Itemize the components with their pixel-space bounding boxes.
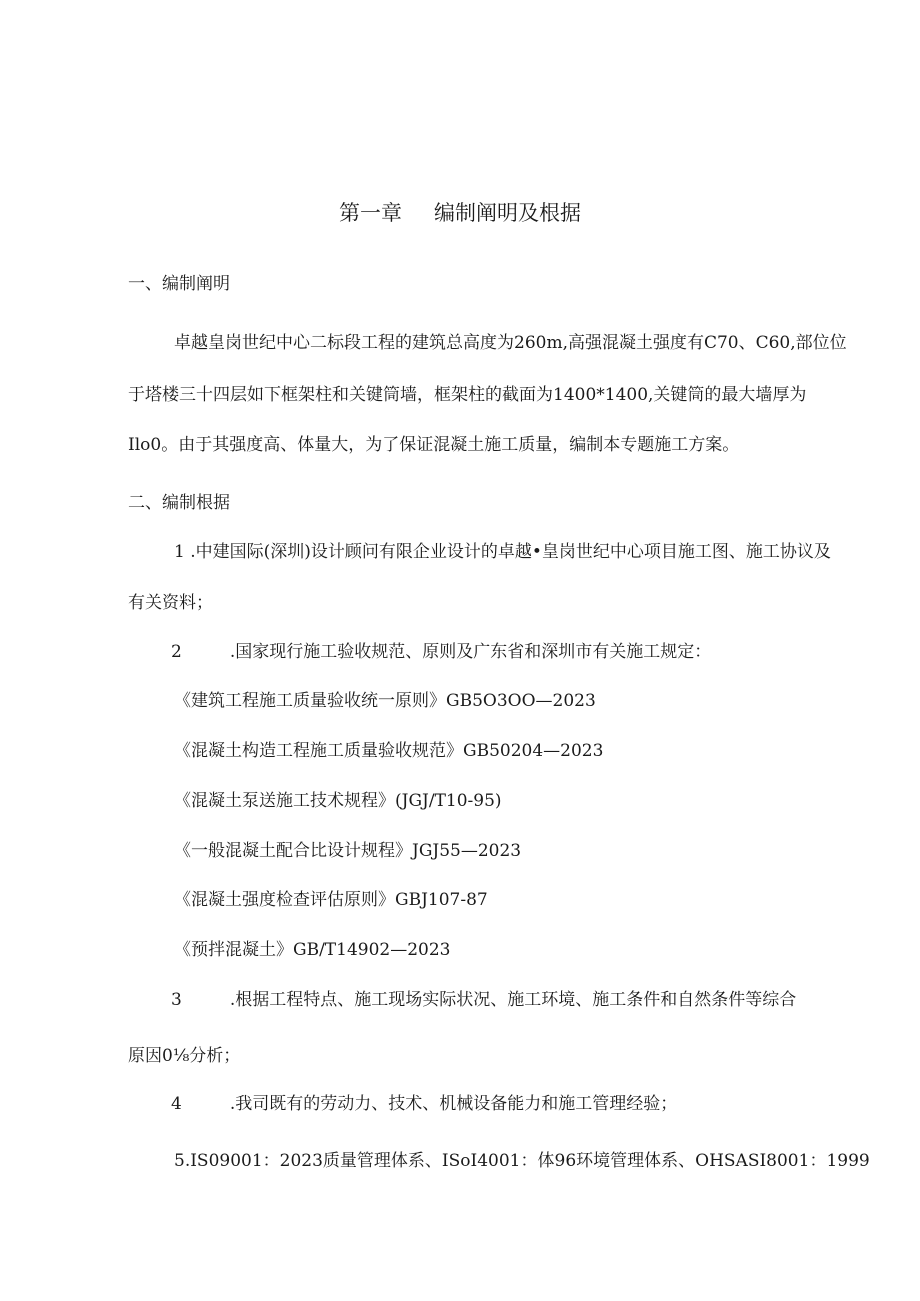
paragraph-line: 卓越皇岗世纪中心二标段工程的建筑总高度为260m,高强混凝土强度有C70、C60,部位位 xyxy=(174,333,847,353)
chapter-heading: 编制阐明及根据 xyxy=(434,201,581,225)
basis-item-1: 1 .中建国际(深圳)设计顾问有限企业设计的卓越•皇岗世纪中心项目施工图、施工协议及 xyxy=(174,542,831,562)
basis-item-5: 5.IS09001：2023质量管理体系、ISoI4001：体96环境管理体系、OHSASI8001：1999 xyxy=(174,1151,870,1171)
section-heading-2: 二、编制根据 xyxy=(128,493,230,513)
basis-item-3 xyxy=(171,988,796,1012)
basis-item-3-cont: 原因0⅛分析； xyxy=(128,1046,241,1066)
paragraph-line: 于塔楼三十四层如下框架柱和关键筒墙，框架柱的截面为1400*1400,关键筒的最大墙厚为 xyxy=(128,385,807,405)
standard-item: 《一般混凝土配合比设计规程》JGJ55—2023 xyxy=(174,841,522,861)
standard-item: 《混凝土强度检查评估原则》GBJ107-87 xyxy=(174,890,488,910)
chapter-number: 第一章 xyxy=(339,201,402,225)
standard-item: 《混凝土泵送施工技术规程》(JGJ/T10-95) xyxy=(174,791,502,811)
standard-item: 《混凝土构造工程施工质量验收规范》GB50204—2023 xyxy=(174,741,604,761)
basis-item-1-cont: 有关资料； xyxy=(128,593,213,613)
item-number: 2 xyxy=(171,642,182,662)
item-text: .我司既有的劳动力、技术、机械设备能力和施工管理经验； xyxy=(229,1094,678,1114)
item-number: 3 xyxy=(171,990,182,1010)
standard-item: 《建筑工程施工质量验收统一原则》GB5O3OO—2023 xyxy=(174,691,596,711)
standard-item: 《预拌混凝土》GB/T14902—2023 xyxy=(174,940,451,960)
basis-item-4 xyxy=(171,1092,677,1116)
section-heading-1: 一、编制阐明 xyxy=(128,274,230,294)
item-number: 4 xyxy=(171,1094,182,1114)
chapter-title xyxy=(0,198,920,228)
paragraph-line: Ilo0。由于其强度高、体量大，为了保证混凝土施工质量，编制本专题施工方案。 xyxy=(128,435,740,455)
item-text: .根据工程特点、施工现场实际状况、施工环境、施工条件和自然条件等综合 xyxy=(229,990,797,1010)
item-text: .国家现行施工验收规范、原则及广东省和深圳市有关施工规定： xyxy=(229,642,712,662)
basis-item-2 xyxy=(171,640,711,664)
